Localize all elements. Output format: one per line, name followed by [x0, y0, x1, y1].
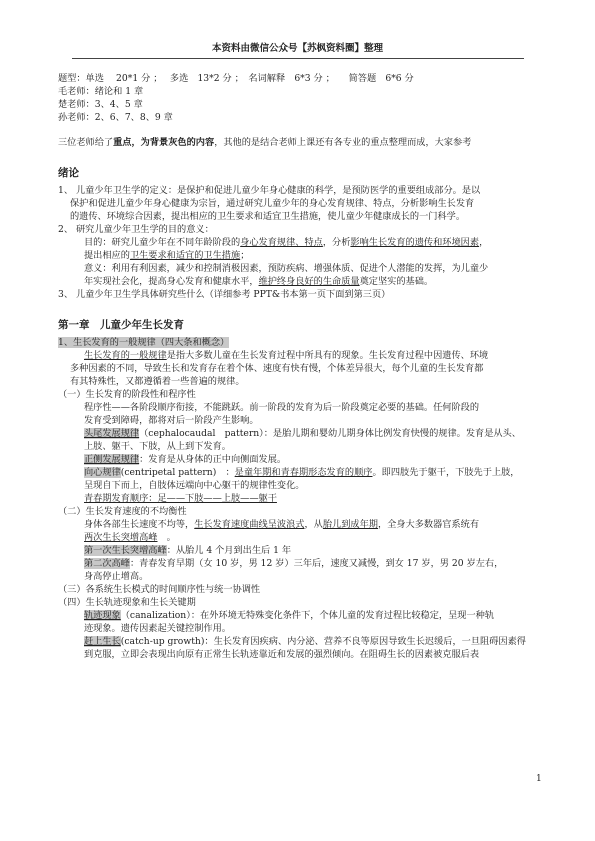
- ch1-sub1-l1: 程序性——各阶段顺序衔接，不能跳跃。前一阶段的发育为后一阶段奠定必要的基础。任何阶段的: [84, 402, 480, 413]
- ch1-canal: 轨迹现象（canalization）：在外环境无特殊变化条件下，个体儿童的发育过程比较稳定，呈现一种轨: [84, 610, 495, 621]
- intro-p2-d: 年实现社会化，提高身心发育和健康水平，维护终身良好的生命质量奠定坚实的基础。: [84, 276, 434, 287]
- note-post: ，其他的是结合老师上课还有各专业的重点整理而成，大家参考: [214, 137, 472, 148]
- intro-p3: 3、 儿童少年卫生学具体研究些什么（详细参考 PPT&书本第一页下面到第三页）: [58, 289, 391, 300]
- ch1-sub3: （三）各系统生长模式的时间顺序性与统一协调性: [58, 584, 261, 595]
- ch1-s1-def-l2: 多种因素的不同，导致生长和发育存在着个体、速度有快有慢，个体差异很大，每个儿童的生长发育都: [70, 363, 484, 374]
- intro-p2-a: 目的：研究儿童少年在不同年龄阶段的身心发育规律、特点，分析影响生长发育的遗传和环境因素，: [84, 237, 489, 248]
- ch1-canal-l2: 迹现象。遗传因素起关键控制作用。: [84, 623, 231, 634]
- ch1-catch: 赶上生长(catch-up growth)：生长发育因疾病、内分泌、营养不良等原因导致生长迟缓后，一旦阻碍因素得: [84, 636, 526, 647]
- ch1-s1-def: 生长发育的一般规律是指大多数儿童在生长发育过程中所具有的现象。生长发育过程中因遗传、环境: [84, 350, 489, 361]
- ch1-s1-def-l3: 有其特殊性，又都遵循着一些普遍的规律。: [70, 376, 245, 387]
- intro-p1-l3: 的遗传、环境综合因素，提出相应的卫生要求和适宜卫生措施，使儿童少年健康成长的一门科学。: [70, 211, 466, 222]
- page-header: 本资料由微信公众号【苏枫资料圈】整理: [211, 43, 383, 54]
- page-number: 1: [536, 774, 542, 784]
- ch1-tail-l2: 上肢、躯干、下肢，从上到下发育。: [84, 441, 231, 452]
- intro-p1-l2: 保护和促进儿童少年身心健康为宗旨，通过研究儿童少年的身心发育规律、特点，分析影响生长发育: [70, 198, 475, 209]
- intro-p2-b: 提出相应的卫生要求和适宜的卫生措施；: [84, 250, 250, 261]
- ch1-cent-l2: 呈现自下而上，自肢体远端向中心躯干的规律性变化。: [84, 480, 305, 491]
- intro-p2-c: 意义：利用有利因素，减少和控制消极因素，预防疾病、增强体质、促进个人潜能的发挥，为儿童少: [84, 263, 489, 274]
- teacher-2: 楚老师：3、4、5 章: [58, 99, 143, 110]
- header-rule: [72, 58, 524, 59]
- teacher-1: 毛老师：绪论和 1 章: [58, 86, 144, 97]
- chapter-1-title: 第一章 儿童少年生长发育: [58, 319, 184, 331]
- ch1-cent: 向心规律(centripetal pattern) ：是童年期和青春期形态发育的顺序。即四肢先于躯干，下肢先于上肢，: [84, 467, 520, 478]
- ch1-s1: 1、生长发育的一般规律（四大条和概念）: [58, 337, 230, 348]
- note-line: [58, 136, 540, 149]
- intro-p2-title: 2、 研究儿童少年卫生学的目的意义：: [58, 224, 214, 235]
- teacher-3: 孙老师：2、6、7、8、9 章: [58, 112, 173, 123]
- ch1-teen: 青春期发育顺序：足——下肢——上肢——躯干: [84, 493, 277, 504]
- document-body: [58, 72, 540, 661]
- ch1-peak2: 第二次高峰：青春发育早期（女 10 岁，男 12 岁）三年后，速度又减慢，到女 17 岁，男 20 岁左右，: [84, 558, 504, 569]
- intro-p1-l1: 1、 儿童少年卫生学的定义：是保护和促进儿童少年身心健康的科学，是预防医学的重要组成部分。是以: [58, 185, 481, 196]
- ch1-sub4: （四）生长轨迹现象和生长关键期: [58, 597, 196, 608]
- ch1-catch-l2: 到克服，立即会表现出向原有正常生长轨迹靠近和发展的强烈倾向。在阻碍生长的因素被克服后表: [84, 649, 480, 660]
- exam-types: 题型：单选 20*1 分 ； 多选 13*2 分 ； 名词解释 6*3 分 ； 简答题 6*6 分: [58, 73, 414, 84]
- ch1-sub2-l2: 两次生长突增高峰 。: [84, 532, 176, 543]
- ch1-sub1-l2: 发育受到障碍，都将对后一阶段产生影响。: [84, 415, 259, 426]
- ch1-sub2-l1: 身体各部生长速度不均等，生长发育速度曲线呈波浪式，从胎儿到成年期，全身大多数器官系统有: [84, 519, 480, 530]
- ch1-sub1: （一）生长发育的阶段性和程序性: [58, 389, 196, 400]
- note-bold: 重点，为背景灰色的内容: [113, 137, 215, 148]
- ch1-tail: 头尾发展规律（cephalocaudal pattern）：是胎儿期和婴幼儿期身体比例发育快慢的规律。发育是从头、: [84, 428, 521, 439]
- ch1-prox: 正侧发展规律：发育是从身体的正中向侧面发展。: [84, 454, 287, 465]
- section-title-intro: 绪论: [58, 167, 79, 179]
- ch1-peak2-l2: 身高停止增高。: [84, 571, 149, 582]
- note-pre: 三位老师给了: [58, 137, 114, 148]
- ch1-peak1: 第一次生长突增高峰：从胎儿 4 个月到出生后 1 年: [84, 545, 292, 556]
- ch1-sub2: （二）生长发育速度的不均衡性: [58, 506, 187, 517]
